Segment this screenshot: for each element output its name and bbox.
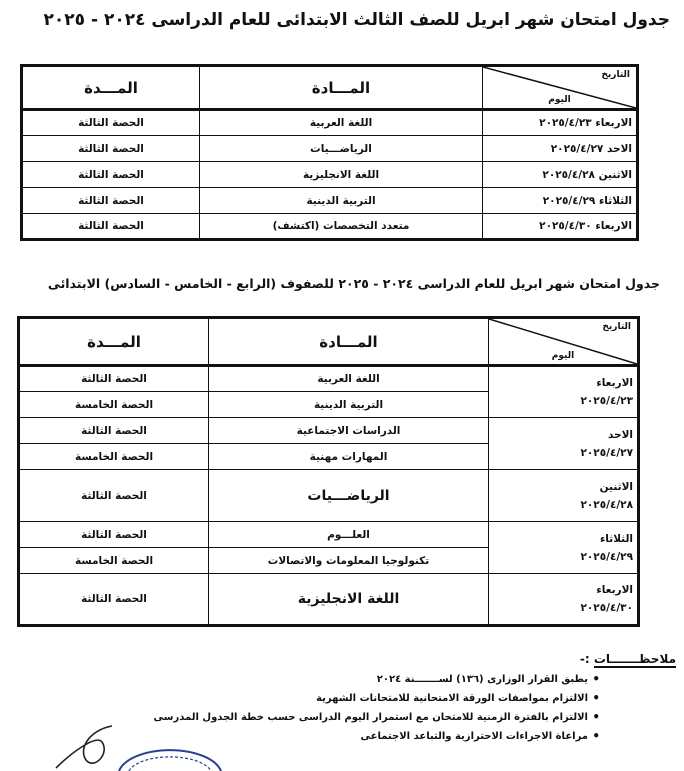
table-row xyxy=(22,162,638,188)
duration-header: المـــدة xyxy=(22,66,200,110)
table-row xyxy=(19,574,639,626)
day-date-cell xyxy=(489,418,639,470)
day-name: الاربعاء xyxy=(595,117,632,129)
official-stamp xyxy=(115,748,225,771)
duration-cell: الحصة الثالثة xyxy=(19,418,209,444)
duration-cell: الحصة الثالثة xyxy=(19,522,209,548)
day-date-cell xyxy=(483,110,638,136)
table-row xyxy=(19,366,639,392)
subject-cell: تكنولوجيا المعلومات والاتصالات xyxy=(209,548,489,574)
table-row xyxy=(19,470,639,522)
day-name: الاربعاء xyxy=(596,377,633,389)
notes-heading xyxy=(580,652,676,666)
duration-cell: الحصة الثالثة xyxy=(22,136,200,162)
day-name: الاثنين xyxy=(598,168,632,181)
day-date-cell xyxy=(489,366,639,418)
day-date-cell xyxy=(483,188,638,214)
duration-cell: الحصة الثالثة xyxy=(22,214,200,240)
subject-cell: المهارات مهنية xyxy=(209,444,489,470)
day-date-cell xyxy=(483,136,638,162)
notes-heading-text: ملاحظـــــــات xyxy=(593,652,676,666)
table1-header-row xyxy=(22,66,638,110)
subject-cell: الدراسات الاجتماعية xyxy=(209,418,489,444)
duration-cell: الحصة الثالثة xyxy=(22,110,200,136)
grade3-schedule-table xyxy=(20,64,639,241)
day-name: الاحد xyxy=(606,142,632,155)
table1-body xyxy=(22,110,638,240)
table-row xyxy=(22,136,638,162)
duration-cell: الحصة الثالثة xyxy=(22,162,200,188)
duration-cell: الحصة الخامسة xyxy=(19,392,209,418)
day-name: الاثنين xyxy=(599,480,633,493)
table1-title: جدول امتحان شهر ابريل للصف الثالث الابتدائى للعام الدراسى ٢٠٢٤ - ٢٠٢٥ xyxy=(43,10,670,30)
duration-cell: الحصة الخامسة xyxy=(19,548,209,574)
note-item: • يطبق القرار الوزارى (١٣٦) لســـــــنة ٢٠٢٤ xyxy=(160,670,600,689)
subject-cell: الرياضـــيات xyxy=(200,136,483,162)
duration-cell: الحصة الثالثة xyxy=(19,470,209,522)
subject-header: المـــادة xyxy=(200,66,483,110)
exam-date: ٢٠٢٥/٤/٢٧ xyxy=(550,142,604,155)
exam-date: ٢٠٢٥/٤/٣٠ xyxy=(580,602,633,614)
notes-heading-suffix: :- xyxy=(579,652,590,666)
table2-body xyxy=(19,366,639,626)
subject-cell: متعدد التخصصات (اكتشف) xyxy=(200,214,483,240)
table2-date-day-header xyxy=(489,318,639,366)
day-date-cell xyxy=(489,574,639,626)
duration-cell: الحصة الثالثة xyxy=(19,574,209,626)
day-date-cell xyxy=(489,522,639,574)
duration-header: المـــدة xyxy=(19,318,209,366)
duration-cell: الحصة الثالثة xyxy=(22,188,200,214)
note-item: • مراعاة الاجراءات الاحترازية والتباعد الاجتماعى xyxy=(160,727,600,746)
exam-date: ٢٠٢٥/٤/٢٣ xyxy=(580,395,633,407)
day-header-label: اليوم xyxy=(551,351,575,361)
table-row xyxy=(22,214,638,240)
table-row xyxy=(22,110,638,136)
day-name: الاربعاء xyxy=(595,220,632,232)
table-row xyxy=(19,522,639,548)
note-item: • الالتزام بمواصفات الورقة الامتحانية للامتحانات الشهرية xyxy=(160,689,600,708)
day-header-label: اليوم xyxy=(548,95,571,105)
table2-header-row xyxy=(19,318,639,366)
exam-date: ٢٠٢٥/٤/٢٧ xyxy=(580,446,633,459)
duration-cell: الحصة الخامسة xyxy=(19,444,209,470)
day-name: الثلاثاء xyxy=(599,532,633,545)
subject-cell: اللغة العربية xyxy=(209,366,489,392)
note-item: • الالتزام بالفترة الزمنية للامتحان مع استمرار اليوم الدراسى حسب خطة الجدول المدرسى xyxy=(160,708,600,727)
table2-title: جدول امتحان شهر ابريل للعام الدراسى ٢٠٢٤ - ٢٠٢٥ للصفوف (الرابع - الخامس - السادس) الابتدائى xyxy=(47,276,660,291)
notes-list xyxy=(153,670,600,746)
exam-date: ٢٠٢٥/٤/٢٨ xyxy=(542,168,595,181)
table1-date-day-header xyxy=(483,66,638,110)
subject-cell: التربية الدينية xyxy=(209,392,489,418)
subject-cell: اللغة الانجليزية xyxy=(209,574,489,626)
day-name: الاربعاء xyxy=(596,584,633,596)
subject-header: المـــادة xyxy=(209,318,489,366)
day-name: الاحد xyxy=(607,428,633,441)
subject-cell: اللغة العربية xyxy=(200,110,483,136)
table-row xyxy=(22,188,638,214)
table-row xyxy=(19,418,639,444)
subject-cell: العلـــوم xyxy=(209,522,489,548)
date-header-label: التاريخ xyxy=(601,70,630,80)
subject-cell: الرياضـــيات xyxy=(209,470,489,522)
subject-cell: اللغة الانجليزية xyxy=(200,162,483,188)
exam-date: ٢٠٢٥/٤/٢٨ xyxy=(580,498,633,511)
day-date-cell xyxy=(483,214,638,240)
subject-cell: التربية الدينية xyxy=(200,188,483,214)
exam-date: ٢٠٢٥/٤/٢٣ xyxy=(539,117,592,129)
grades4-6-schedule-table xyxy=(17,316,640,627)
day-date-cell xyxy=(489,470,639,522)
exam-date: ٢٠٢٥/٤/٣٠ xyxy=(539,220,592,232)
date-header-label: التاريخ xyxy=(602,322,631,332)
day-name: الثلاثاء xyxy=(598,194,632,207)
day-date-cell xyxy=(483,162,638,188)
exam-date: ٢٠٢٥/٤/٢٩ xyxy=(542,194,596,207)
exam-date: ٢٠٢٥/٤/٢٩ xyxy=(580,550,633,563)
duration-cell: الحصة الثالثة xyxy=(19,366,209,392)
